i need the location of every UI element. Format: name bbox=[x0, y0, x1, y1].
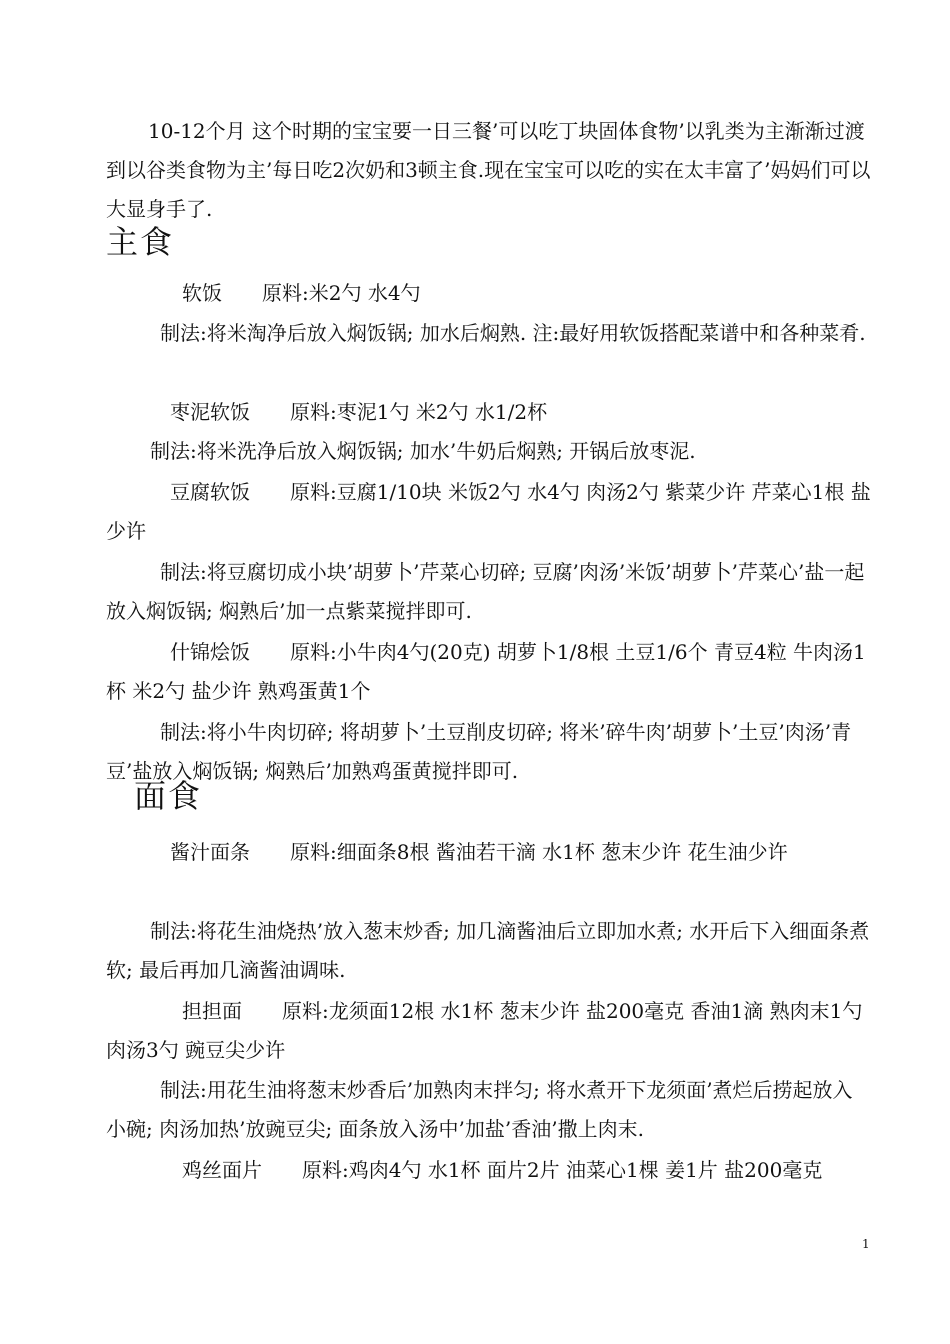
recipe-method-text: 制法:将小牛肉切碎; 将胡萝卜’土豆削皮切碎; 将米’碎牛肉’胡萝卜’土豆’肉汤’青豆’盐放入焖饭锅; 焖熟后’加熟鸡蛋黄搅拌即可. bbox=[106, 720, 852, 783]
recipe-name: 担担面 bbox=[182, 999, 242, 1023]
recipe-ingredients-text: 原料:鸡肉4勺 水1杯 面片2片 油菜心1棵 姜1片 盐200毫克 bbox=[302, 1158, 823, 1182]
recipe-ingredients bbox=[106, 393, 872, 432]
recipe-method bbox=[106, 553, 872, 631]
recipe-name: 豆腐软饭 bbox=[170, 480, 250, 504]
recipe-method-text: 制法:用花生油将葱末炒香后’加熟肉末拌匀; 将水煮开下龙须面’煮烂后捞起放入小碗; 肉汤加热’放豌豆尖; 面条放入汤中’加盐’香油’撒上肉末. bbox=[106, 1078, 853, 1141]
recipe-method-text: 制法:将米洗净后放入焖饭锅; 加水’牛奶后焖熟; 开锅后放枣泥. bbox=[150, 439, 696, 463]
recipe-ingredients-text: 原料:细面条8根 酱油若干滴 水1杯 葱末少许 花生油少许 bbox=[290, 840, 788, 864]
recipe-name: 鸡丝面片 bbox=[182, 1158, 262, 1182]
intro-text: 10-12个月 这个时期的宝宝要一日三餐’可以吃丁块固体食物’以乳类为主渐渐过渡到以谷类食物为主’每日吃2次奶和3顿主食.现在宝宝可以吃的实在太丰富了’妈妈们可以大显身手了. bbox=[106, 119, 871, 221]
recipe-ingredients-text: 原料:米2勺 水4勺 bbox=[262, 281, 421, 305]
recipe-ingredients bbox=[106, 1151, 872, 1190]
recipe-ingredients bbox=[106, 833, 872, 872]
recipe-name: 什锦烩饭 bbox=[170, 640, 250, 664]
recipe-method bbox=[106, 432, 872, 471]
recipe-method-text: 制法:将花生油烧热’放入葱末炒香; 加几滴酱油后立即加水煮; 水开后下入细面条煮软; 最后再加几滴酱油调味. bbox=[106, 919, 870, 982]
recipe-name: 酱汁面条 bbox=[170, 840, 250, 864]
recipe-method-text: 制法:将豆腐切成小块’胡萝卜’芹菜心切碎; 豆腐’肉汤’米饭’胡萝卜’芹菜心’盐一起放入焖饭锅; 焖熟后’加一点紫菜搅拌即可. bbox=[106, 560, 865, 623]
recipe-ingredients-text: 原料:豆腐1/10块 米饭2勺 水4勺 肉汤2勺 紫菜少许 芹菜心1根 盐少许 bbox=[106, 480, 871, 543]
recipe-name: 枣泥软饭 bbox=[170, 400, 250, 424]
recipe-method bbox=[106, 1071, 872, 1149]
recipe-name: 软饭 bbox=[182, 281, 222, 305]
intro-paragraph bbox=[106, 112, 872, 229]
recipe-ingredients bbox=[106, 633, 872, 711]
recipe-method-text: 制法:将米淘净后放入焖饭锅; 加水后焖熟. 注:最好用软饭搭配菜谱中和各种菜肴. bbox=[160, 321, 866, 345]
recipe-method bbox=[106, 912, 872, 990]
recipe-ingredients-text: 原料:龙须面12根 水1杯 葱末少许 盐200毫克 香油1滴 熟肉末1勺 肉汤3勺 豌豆尖少许 bbox=[106, 999, 863, 1062]
recipe-ingredients bbox=[106, 274, 872, 313]
page-number: 1 bbox=[862, 1237, 870, 1251]
recipe-ingredients bbox=[106, 473, 872, 551]
recipe-method bbox=[106, 713, 872, 791]
recipe-ingredients bbox=[106, 992, 872, 1070]
recipe-ingredients-text: 原料:枣泥1勺 米2勺 水1/2杯 bbox=[290, 400, 548, 424]
section-heading-noodle: 面食 bbox=[134, 777, 203, 815]
section-heading-staple: 主食 bbox=[106, 223, 175, 261]
recipe-ingredients-text: 原料:小牛肉4勺(20克) 胡萝卜1/8根 土豆1/6个 青豆4粒 牛肉汤1杯 米2勺 盐少许 熟鸡蛋黄1个 bbox=[106, 640, 866, 703]
recipe-method bbox=[106, 314, 872, 353]
